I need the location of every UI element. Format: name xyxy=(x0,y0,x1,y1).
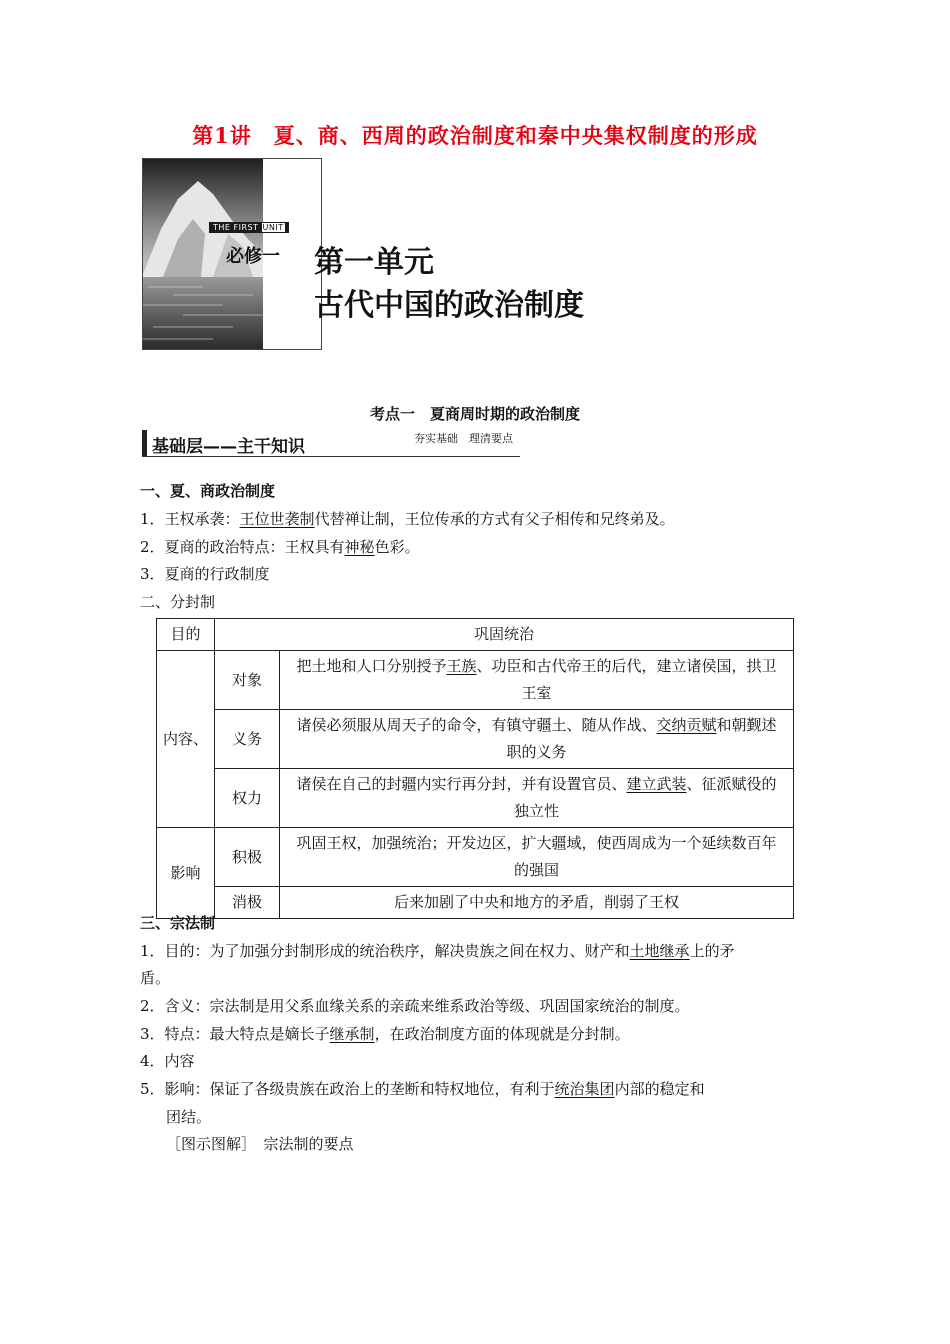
underlined-text: 交纳贡赋 xyxy=(656,716,717,734)
table-cell: 对象 xyxy=(215,651,280,710)
section-heading-1: 一、夏、商政治制度 xyxy=(140,482,276,500)
paragraph xyxy=(140,508,675,529)
table-cell: 巩固统治 xyxy=(215,619,794,651)
exam-point-heading: 考点一 夏商周时期的政治制度 xyxy=(369,405,580,423)
paragraph: 4．内容 xyxy=(140,1052,195,1070)
layer-label: 基础层——主干知识 xyxy=(152,437,305,457)
paragraph: 团结。 xyxy=(166,1108,212,1126)
first-unit-tag xyxy=(209,222,289,233)
table-cell: 积极 xyxy=(215,828,280,887)
unit-title-line2: 古代中国的政治制度 xyxy=(314,288,584,323)
text: 3．特点：最大特点是嫡长子 xyxy=(140,1025,330,1043)
paragraph xyxy=(140,1023,630,1044)
tag-text-right: UNIT xyxy=(262,223,284,232)
underlined-text: 神秘 xyxy=(344,538,375,556)
table-cell: 义务 xyxy=(215,710,280,769)
underlined-text: 建立武装 xyxy=(626,775,687,793)
text: 上的矛 xyxy=(689,942,735,960)
section-heading-3: 三、宗法制 xyxy=(140,914,216,932)
text: 、功臣和古代帝王的后代，建立诸侯国，拱卫王室 xyxy=(476,657,777,702)
table-row xyxy=(157,828,794,887)
text: 内部的稳定和 xyxy=(614,1080,705,1098)
text: 5．影响：保证了各级贵族在政治上的垄断和特权地位，有利于 xyxy=(140,1080,555,1098)
diagram-caption: ［图示图解］ 宗法制的要点 xyxy=(166,1135,354,1153)
underlined-text: 王位世袭制 xyxy=(239,510,315,528)
text: 和朝觐述职的义务 xyxy=(506,716,777,761)
table-cell: 后来加剧了中央和地方的矛盾，削弱了王权 xyxy=(280,887,794,919)
table-cell: 巩固王权，加强统治；开发边区，扩大疆域，使西周成为一个延续数百年的强国 xyxy=(280,828,794,887)
table-cell: 消极 xyxy=(215,887,280,919)
text: 色彩。 xyxy=(374,538,420,556)
paragraph: 盾。 xyxy=(140,969,171,987)
text: 代替禅让制，王位传承的方式有父子相传和兄终弟及。 xyxy=(314,510,675,528)
table-row xyxy=(157,710,794,769)
underlined-text: 土地继承 xyxy=(629,942,690,960)
table-cell xyxy=(280,651,794,710)
text: 诸侯必须服从周天子的命令，有镇守疆土、随从作战、 xyxy=(296,716,657,734)
table-row xyxy=(157,619,794,651)
table-row xyxy=(157,769,794,828)
table-cell: 目的 xyxy=(157,619,215,651)
section-heading-2: 二、分封制 xyxy=(140,593,216,611)
text: 1．目的：为了加强分封制形成的统治秩序，解决贵族之间在权力、财产和 xyxy=(140,942,630,960)
tag-text-left: THE FIRST xyxy=(213,223,259,232)
text: 、征派赋役的独立性 xyxy=(513,775,777,820)
compulsory-label: 必修一 xyxy=(226,246,280,267)
unit-title-line1: 第一单元 xyxy=(314,245,434,280)
paragraph xyxy=(140,940,735,961)
table-cell: 影响 xyxy=(157,828,215,919)
underlined-text: 继承制 xyxy=(329,1025,375,1043)
table-cell: 权力 xyxy=(215,769,280,828)
layer-bar xyxy=(142,430,147,456)
paragraph xyxy=(140,536,420,557)
paragraph: 2．含义：宗法制是用父系血缘关系的亲疏来维系政治等级、巩固国家统治的制度。 xyxy=(140,997,690,1015)
paragraph xyxy=(140,1078,705,1099)
table-row xyxy=(157,651,794,710)
table-cell: 内容、 xyxy=(157,651,215,828)
text: 把土地和人口分别授予 xyxy=(296,657,447,675)
underlined-text: 统治集团 xyxy=(554,1080,615,1098)
text: ，在政治制度方面的体现就是分封制。 xyxy=(374,1025,630,1043)
lecture-title: 第1讲 夏、商、西周的政治制度和秦中央集权制度的形成 xyxy=(192,123,758,148)
table-cell xyxy=(280,769,794,828)
table-cell xyxy=(280,710,794,769)
text: 2．夏商的政治特点：王权具有 xyxy=(140,538,345,556)
table-row xyxy=(157,887,794,919)
layer-banner xyxy=(142,430,520,457)
layer-subtitle: 夯实基础 理清要点 xyxy=(414,432,513,445)
enfeoffment-table xyxy=(156,618,794,919)
text: 1．王权承袭： xyxy=(140,510,240,528)
text: 诸侯在自己的封疆内实行再分封，并有设置官员、 xyxy=(296,775,627,793)
paragraph: 3．夏商的行政制度 xyxy=(140,565,270,583)
underlined-text: 王族 xyxy=(446,657,477,675)
